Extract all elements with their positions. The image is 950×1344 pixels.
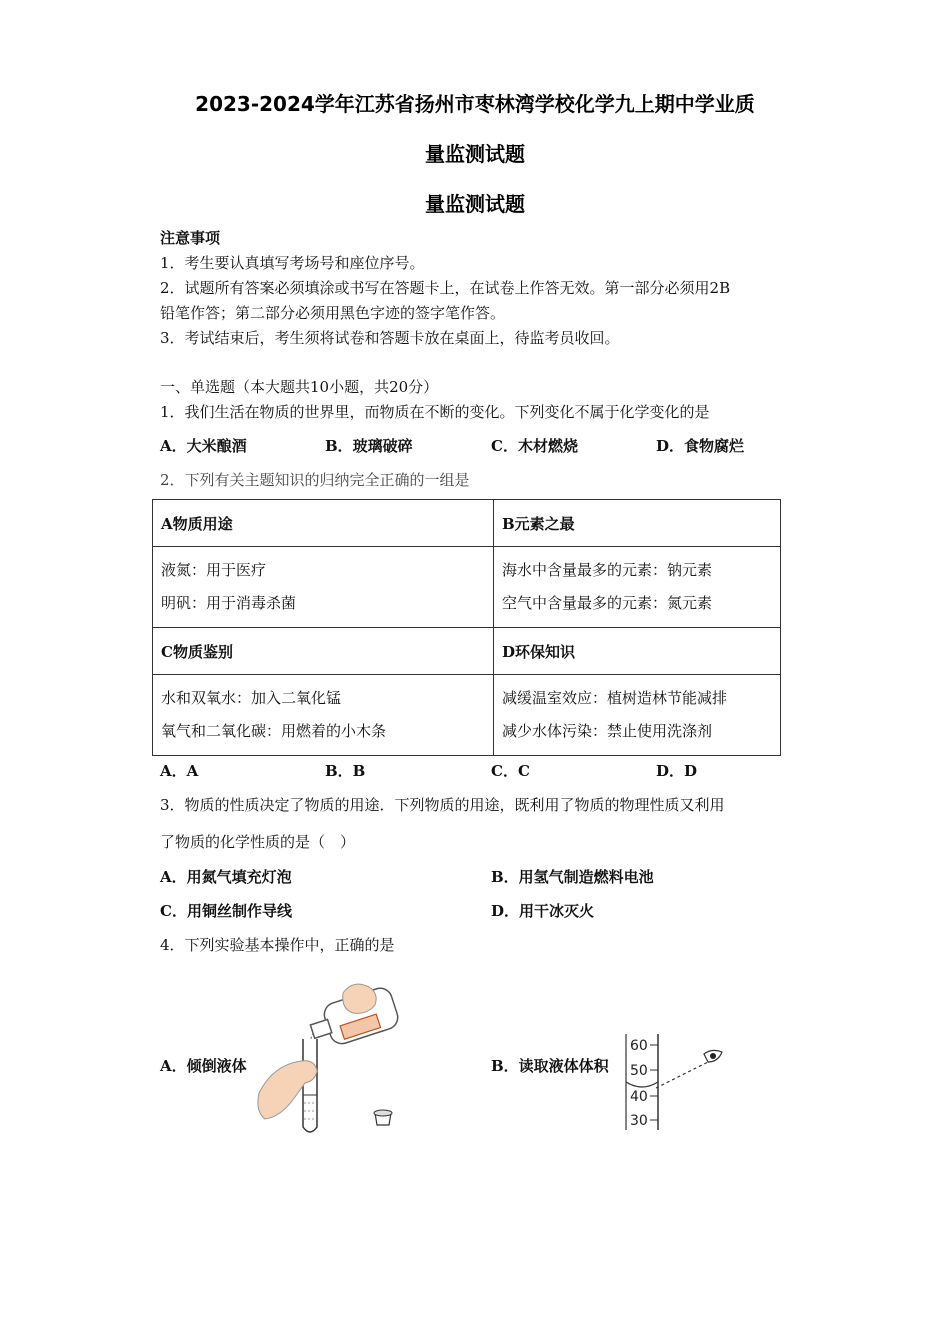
table-head-c: C物质鉴别 bbox=[153, 628, 494, 675]
q3-stem-line2: 了物质的化学性质的是（ ） bbox=[160, 833, 356, 851]
section-heading: 一、单选题（本大题共10小题，共20分） bbox=[160, 378, 439, 396]
tick-label-50: 50 bbox=[630, 1063, 648, 1079]
table-c-line-2: 氧气和二氧化碳：用燃着的小木条 bbox=[161, 722, 387, 740]
notice-heading: 注意事项 bbox=[160, 229, 221, 247]
exam-title-line2: 量监测试题 bbox=[425, 142, 525, 166]
tick-label-60: 60 bbox=[630, 1038, 648, 1054]
table-head-a: A物质用途 bbox=[153, 500, 494, 547]
q2-stem: 2．下列有关主题知识的归纳完全正确的一组是 bbox=[160, 471, 470, 489]
table-cell-b bbox=[494, 547, 781, 628]
tick-label-30: 30 bbox=[630, 1113, 648, 1129]
q1-option-b: B．玻璃破碎 bbox=[325, 437, 413, 455]
table-a-line-1: 液氮：用于医疗 bbox=[161, 561, 267, 579]
q2-option-a: A．A bbox=[160, 762, 199, 780]
table-cell-d bbox=[494, 675, 781, 756]
table-a-line-2: 明矾：用于消毒杀菌 bbox=[161, 594, 297, 612]
table-cell-c bbox=[153, 675, 494, 756]
exam-title-line1: 2023-2024学年江苏省扬州市枣林湾学校化学九上期中学业质 bbox=[195, 92, 755, 116]
q2-option-d: D．D bbox=[656, 762, 698, 780]
q4-option-b: B．读取液体体积 bbox=[491, 1057, 609, 1075]
table-d-line-1: 减缓温室效应：植树造林节能减排 bbox=[502, 689, 728, 707]
table-c-line-1: 水和双氧水：加入二氧化锰 bbox=[161, 689, 342, 707]
q4-option-a: A．倾倒液体 bbox=[160, 1057, 247, 1075]
q2-knowledge-table bbox=[152, 499, 781, 756]
q2-option-b: B．B bbox=[325, 762, 366, 780]
table-head-b: B元素之最 bbox=[494, 500, 781, 547]
notice-item-2-cont: 铅笔作答；第二部分必须用黑色字迹的签字笔作答。 bbox=[160, 304, 506, 322]
table-head-d: D环保知识 bbox=[494, 628, 781, 675]
notice-item-1: 1．考生要认真填写考场号和座位序号。 bbox=[160, 254, 425, 272]
q4-stem: 4．下列实验基本操作中，正确的是 bbox=[160, 936, 395, 954]
q3-option-d: D．用干冰灭火 bbox=[491, 902, 595, 920]
table-d-line-2: 减少水体污染：禁止使用洗涤剂 bbox=[502, 722, 713, 740]
table-b-line-1: 海水中含量最多的元素：钠元素 bbox=[502, 561, 713, 579]
q3-stem-line1: 3．物质的性质决定了物质的用途．下列物质的用途，既利用了物质的物理性质又利用 bbox=[160, 796, 725, 814]
tick-label-40: 40 bbox=[630, 1089, 648, 1105]
q1-stem: 1．我们生活在物质的世界里，而物质在不断的变化。下列变化不属于化学变化的是 bbox=[160, 403, 710, 421]
pouring-liquid-illustration bbox=[255, 975, 405, 1140]
q3-option-c: C．用铜丝制作导线 bbox=[160, 902, 292, 920]
exam-title-line3: 量监测试题 bbox=[425, 192, 525, 216]
reading-volume-illustration bbox=[620, 1030, 730, 1135]
table-b-line-2: 空气中含量最多的元素：氮元素 bbox=[502, 594, 713, 612]
table-cell-a bbox=[153, 547, 494, 628]
notice-item-3: 3．考试结束后，考生须将试卷和答题卡放在桌面上，待监考员收回。 bbox=[160, 329, 620, 347]
notice-item-2: 2．试题所有答案必须填涂或书写在答题卡上，在试卷上作答无效。第一部分必须用2B bbox=[160, 279, 731, 297]
q2-option-c: C．C bbox=[491, 762, 530, 780]
q1-option-a: A．大米酿酒 bbox=[160, 437, 247, 455]
q1-option-d: D．食物腐烂 bbox=[656, 437, 745, 455]
q1-option-c: C．木材燃烧 bbox=[491, 437, 578, 455]
q3-option-b: B．用氢气制造燃料电池 bbox=[491, 868, 654, 886]
q3-option-a: A．用氮气填充灯泡 bbox=[160, 868, 292, 886]
